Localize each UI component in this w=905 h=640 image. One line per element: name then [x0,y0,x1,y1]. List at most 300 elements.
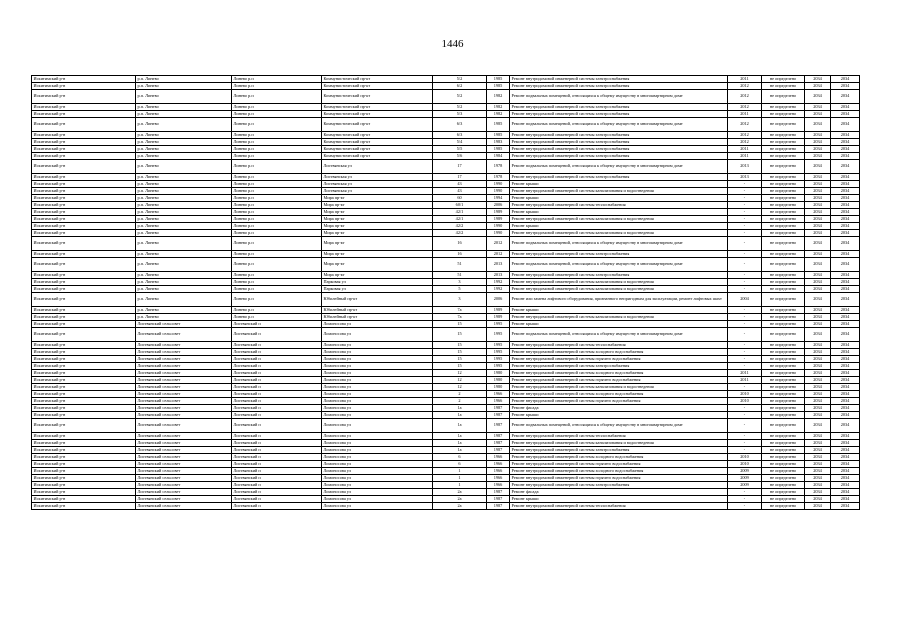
municipality-cell: р.п. Линево [136,314,232,321]
build-year-cell: 1995 [487,328,510,342]
last-repair-year-cell: - [728,349,762,356]
build-year-cell: 1989 [487,216,510,223]
municipality-cell: Листвянский сельсовет [136,461,232,468]
build-year-cell: 1982 [487,111,510,118]
work-type-cell: Ремонт внутридомовой инженерной системы канализования и водоотведения [510,230,728,237]
planned-period-cell: не определено [762,174,805,181]
last-repair-year-cell: - [728,440,762,447]
last-repair-year-cell: - [728,328,762,342]
settlement-cell: Линево р.п [232,314,322,321]
end-year-cell: 2034 [831,398,860,405]
work-type-cell: Ремонт внутридомовой инженерной системы горячего водоснабжения [510,398,728,405]
last-repair-year-cell: - [728,181,762,188]
work-type-cell: Ремонт внутридомовой инженерной системы теплоснабжения [510,503,728,510]
build-year-cell: 2012 [487,237,510,251]
end-year-cell: 2034 [831,314,860,321]
last-repair-year-cell: 2011 [728,76,762,83]
start-year-cell: 2034 [805,447,831,454]
work-type-cell: Ремонт подвальных помещений, относящихся к общему имуществу в многоквартирном доме [510,419,728,433]
street-cell: Ломоносова ул [322,398,433,405]
start-year-cell: 2034 [805,328,831,342]
settlement-cell: Листвянский п [232,349,322,356]
street-cell: Коммунистический пр-кт [322,83,433,90]
district-cell: Искитимский р-н [32,363,136,370]
last-repair-year-cell: - [728,202,762,209]
build-year-cell: 1985 [487,76,510,83]
table-row [32,286,860,293]
build-year-cell: 1989 [487,307,510,314]
last-repair-year-cell: - [728,342,762,349]
planned-period-cell: не определено [762,412,805,419]
house-number-cell: 5/5 [433,146,487,153]
table-row [32,139,860,146]
street-cell: Ломоносова ул [322,468,433,475]
district-cell: Искитимский р-н [32,377,136,384]
street-cell: Мира пр-кт [322,251,433,258]
work-type-cell: Ремонт внутридомовой инженерной системы канализования и водоотведения [510,188,728,195]
end-year-cell: 2034 [831,132,860,139]
end-year-cell: 2034 [831,377,860,384]
street-cell: Парковая ул [322,286,433,293]
street-cell: Мира пр-кт [322,237,433,251]
municipality-cell: р.п. Линево [136,279,232,286]
build-year-cell: 1987 [487,496,510,503]
street-cell: Ломоносова ул [322,342,433,349]
work-type-cell: Ремонт крыши [510,412,728,419]
street-cell: Коммунистический пр-кт [322,111,433,118]
end-year-cell: 2034 [831,195,860,202]
start-year-cell: 2034 [805,139,831,146]
planned-period-cell: не определено [762,314,805,321]
work-type-cell: Ремонт внутридомовой инженерной системы электроснабжения [510,363,728,370]
municipality-cell: Листвянский сельсовет [136,496,232,503]
municipality-cell: р.п. Линево [136,272,232,279]
end-year-cell: 2034 [831,363,860,370]
start-year-cell: 2034 [805,251,831,258]
planned-period-cell: не определено [762,349,805,356]
house-number-cell: 60 [433,195,487,202]
table-row [32,132,860,139]
planned-period-cell: не определено [762,272,805,279]
house-number-cell: 15 [433,321,487,328]
last-repair-year-cell: 2013 [728,160,762,174]
planned-period-cell: не определено [762,503,805,510]
start-year-cell: 2034 [805,412,831,419]
municipality-cell: Листвянский сельсовет [136,391,232,398]
planned-period-cell: не определено [762,293,805,307]
end-year-cell: 2034 [831,139,860,146]
house-number-cell: 5 [433,286,487,293]
street-cell: Ломоносова ул [322,412,433,419]
settlement-cell: Линево р.п [232,223,322,230]
house-number-cell: 43 [433,188,487,195]
work-type-cell: Ремонт крыши [510,195,728,202]
table-row [32,230,860,237]
end-year-cell: 2034 [831,104,860,111]
table-row [32,216,860,223]
end-year-cell: 2034 [831,461,860,468]
municipality-cell: р.п. Линево [136,209,232,216]
settlement-cell: Листвянский п [232,447,322,454]
district-cell: Искитимский р-н [32,160,136,174]
planned-period-cell: не определено [762,307,805,314]
last-repair-year-cell: 2012 [728,118,762,132]
planned-period-cell: не определено [762,216,805,223]
work-type-cell: Ремонт фасада [510,489,728,496]
build-year-cell: 1987 [487,433,510,440]
start-year-cell: 2034 [805,370,831,377]
municipality-cell: р.п. Линево [136,111,232,118]
district-cell: Искитимский р-н [32,433,136,440]
settlement-cell: Листвянский п [232,384,322,391]
build-year-cell: 2006 [487,202,510,209]
street-cell: Ломоносова ул [322,363,433,370]
build-year-cell: 1978 [487,160,510,174]
end-year-cell: 2034 [831,76,860,83]
work-type-cell: Ремонт крыши [510,181,728,188]
planned-period-cell: не определено [762,468,805,475]
house-number-cell: 12 [433,370,487,377]
start-year-cell: 2034 [805,293,831,307]
settlement-cell: Листвянский п [232,503,322,510]
planned-period-cell: не определено [762,279,805,286]
settlement-cell: Листвянский п [232,454,322,461]
last-repair-year-cell: - [728,223,762,230]
table-row [32,118,860,132]
work-type-cell: Ремонт фасада [510,405,728,412]
work-type-cell: Ремонт внутридомовой инженерной системы теплоснабжения [510,433,728,440]
planned-period-cell: не определено [762,146,805,153]
end-year-cell: 2034 [831,454,860,461]
planned-period-cell: не определено [762,104,805,111]
last-repair-year-cell: 2011 [728,146,762,153]
house-number-cell: 3 [433,279,487,286]
settlement-cell: Линево р.п [232,251,322,258]
table-row [32,181,860,188]
work-type-cell: Ремонт внутридомовой инженерной системы канализования и водоотведения [510,279,728,286]
municipality-cell: р.п. Линево [136,174,232,181]
build-year-cell: 1982 [487,104,510,111]
end-year-cell: 2034 [831,216,860,223]
build-year-cell: 1987 [487,405,510,412]
start-year-cell: 2034 [805,237,831,251]
end-year-cell: 2034 [831,482,860,489]
municipality-cell: р.п. Линево [136,118,232,132]
table-row [32,412,860,419]
municipality-cell: р.п. Линево [136,139,232,146]
planned-period-cell: не определено [762,440,805,447]
work-type-cell: Ремонт крыши [510,321,728,328]
work-type-cell: Ремонт крыши [510,496,728,503]
district-cell: Искитимский р-н [32,489,136,496]
start-year-cell: 2034 [805,314,831,321]
settlement-cell: Листвянский п [232,342,322,349]
street-cell: Коммунистический пр-кт [322,76,433,83]
municipality-cell: Листвянский сельсовет [136,398,232,405]
last-repair-year-cell: - [728,216,762,223]
street-cell: Ломоносова ул [322,405,433,412]
table-row [32,363,860,370]
end-year-cell: 2034 [831,468,860,475]
table-row [32,503,860,510]
house-number-cell: 17 [433,174,487,181]
work-type-cell: Ремонт внутридомовой инженерной системы теплоснабжения [510,202,728,209]
district-cell: Искитимский р-н [32,188,136,195]
table-row [32,146,860,153]
build-year-cell: 1987 [487,440,510,447]
start-year-cell: 2034 [805,195,831,202]
end-year-cell: 2034 [831,209,860,216]
work-type-cell: Ремонт внутридомовой инженерной системы горячего водоснабжения [510,377,728,384]
start-year-cell: 2034 [805,230,831,237]
work-type-cell: Ремонт внутридомовой инженерной системы холодного водоснабжения [510,468,728,475]
start-year-cell: 2034 [805,118,831,132]
work-type-cell: Ремонт подвальных помещений, относящихся к общему имуществу в многоквартирном доме [510,90,728,104]
house-number-cell: 3 [433,293,487,307]
district-cell: Искитимский р-н [32,195,136,202]
settlement-cell: Линево р.п [232,216,322,223]
settlement-cell: Листвянский п [232,461,322,468]
planned-period-cell: не определено [762,489,805,496]
page-number: 1446 [441,38,464,50]
start-year-cell: 2034 [805,174,831,181]
street-cell: Листвянская ул [322,181,433,188]
work-type-cell: Ремонт подвальных помещений, относящихся к общему имуществу в многоквартирном доме [510,328,728,342]
table-row [32,482,860,489]
house-number-cell: 6 [433,454,487,461]
settlement-cell: Линево р.п [232,146,322,153]
start-year-cell: 2034 [805,419,831,433]
build-year-cell: 1983 [487,139,510,146]
work-type-cell: Ремонт подвальных помещений, относящихся к общему имуществу в многоквартирном доме [510,118,728,132]
last-repair-year-cell: - [728,496,762,503]
end-year-cell: 2034 [831,391,860,398]
district-cell: Искитимский р-н [32,209,136,216]
planned-period-cell: не определено [762,342,805,349]
house-number-cell: 2а [433,489,487,496]
street-cell: Ломоносова ул [322,496,433,503]
planned-period-cell: не определено [762,181,805,188]
district-cell: Искитимский р-н [32,258,136,272]
table-row [32,321,860,328]
build-year-cell: 1985 [487,146,510,153]
settlement-cell: Листвянский п [232,412,322,419]
last-repair-year-cell: - [728,188,762,195]
street-cell: Ломоносова ул [322,349,433,356]
municipality-cell: р.п. Линево [136,104,232,111]
last-repair-year-cell: 2009 [728,468,762,475]
house-number-cell: 51 [433,258,487,272]
municipality-cell: р.п. Линево [136,83,232,90]
settlement-cell: Линево р.п [232,293,322,307]
build-year-cell: 1984 [487,153,510,160]
district-cell: Искитимский р-н [32,398,136,405]
work-type-cell: Ремонт внутридомовой инженерной системы электроснабжения [510,146,728,153]
municipality-cell: р.п. Линево [136,223,232,230]
planned-period-cell: не определено [762,160,805,174]
district-cell: Искитимский р-н [32,321,136,328]
municipality-cell: Листвянский сельсовет [136,377,232,384]
start-year-cell: 2034 [805,279,831,286]
build-year-cell: 2013 [487,272,510,279]
settlement-cell: Листвянский п [232,482,322,489]
last-repair-year-cell: - [728,195,762,202]
settlement-cell: Листвянский п [232,356,322,363]
house-number-cell: 51 [433,272,487,279]
house-number-cell: 5/6 [433,153,487,160]
table-row [32,258,860,272]
house-number-cell: 17 [433,160,487,174]
works-table [31,75,860,510]
last-repair-year-cell: - [728,384,762,391]
table-row [32,104,860,111]
end-year-cell: 2034 [831,293,860,307]
settlement-cell: Линево р.п [232,237,322,251]
last-repair-year-cell: 2012 [728,90,762,104]
house-number-cell: 2 [433,398,487,405]
work-type-cell: Ремонт внутридомовой инженерной системы электроснабжения [510,482,728,489]
district-cell: Искитимский р-н [32,279,136,286]
house-number-cell: 16 [433,251,487,258]
last-repair-year-cell: 2009 [728,482,762,489]
planned-period-cell: не определено [762,251,805,258]
build-year-cell: 1990 [487,223,510,230]
build-year-cell: 1985 [487,83,510,90]
end-year-cell: 2034 [831,111,860,118]
district-cell: Искитимский р-н [32,146,136,153]
last-repair-year-cell: - [728,279,762,286]
end-year-cell: 2034 [831,328,860,342]
settlement-cell: Листвянский п [232,433,322,440]
work-type-cell: Ремонт или замена лифтового оборудования, признанного непригодным для эксплуатации, ремонт лифтовых шахт [510,293,728,307]
table-row [32,223,860,230]
start-year-cell: 2034 [805,342,831,349]
table-row [32,328,860,342]
end-year-cell: 2034 [831,174,860,181]
last-repair-year-cell: - [728,209,762,216]
municipality-cell: р.п. Линево [136,195,232,202]
end-year-cell: 2034 [831,230,860,237]
last-repair-year-cell: - [728,286,762,293]
end-year-cell: 2034 [831,307,860,314]
end-year-cell: 2034 [831,503,860,510]
district-cell: Искитимский р-н [32,90,136,104]
house-number-cell: 7а [433,307,487,314]
last-repair-year-cell: - [728,419,762,433]
district-cell: Искитимский р-н [32,412,136,419]
street-cell: Юбилейный пр-кт [322,293,433,307]
start-year-cell: 2034 [805,398,831,405]
build-year-cell: 1990 [487,188,510,195]
build-year-cell: 1966 [487,391,510,398]
settlement-cell: Линево р.п [232,209,322,216]
house-number-cell: 1а [433,440,487,447]
start-year-cell: 2034 [805,216,831,223]
settlement-cell: Линево р.п [232,181,322,188]
district-cell: Искитимский р-н [32,482,136,489]
municipality-cell: р.п. Линево [136,181,232,188]
work-type-cell: Ремонт внутридомовой инженерной системы холодного водоснабжения [510,349,728,356]
start-year-cell: 2034 [805,377,831,384]
planned-period-cell: не определено [762,391,805,398]
work-type-cell: Ремонт внутридомовой инженерной системы горячего водоснабжения [510,356,728,363]
end-year-cell: 2034 [831,412,860,419]
work-type-cell: Ремонт крыши [510,209,728,216]
planned-period-cell: не определено [762,433,805,440]
table-row [32,489,860,496]
start-year-cell: 2034 [805,90,831,104]
house-number-cell: 42/2 [433,230,487,237]
settlement-cell: Листвянский п [232,496,322,503]
planned-period-cell: не определено [762,139,805,146]
municipality-cell: Листвянский сельсовет [136,412,232,419]
house-number-cell: 5/2 [433,90,487,104]
settlement-cell: Листвянский п [232,370,322,377]
start-year-cell: 2034 [805,153,831,160]
municipality-cell: Листвянский сельсовет [136,489,232,496]
table-row [32,307,860,314]
work-type-cell: Ремонт внутридомовой инженерной системы электроснабжения [510,447,728,454]
end-year-cell: 2034 [831,440,860,447]
house-number-cell: 6/3 [433,132,487,139]
municipality-cell: Листвянский сельсовет [136,328,232,342]
build-year-cell: 1987 [487,503,510,510]
last-repair-year-cell: - [728,433,762,440]
table-row [32,111,860,118]
street-cell: Юбилейный пр-кт [322,307,433,314]
house-number-cell: 2а [433,496,487,503]
municipality-cell: Листвянский сельсовет [136,419,232,433]
house-number-cell: 6/2 [433,83,487,90]
start-year-cell: 2034 [805,363,831,370]
start-year-cell: 2034 [805,83,831,90]
house-number-cell: 60/1 [433,202,487,209]
build-year-cell: 1980 [487,384,510,391]
start-year-cell: 2034 [805,496,831,503]
work-type-cell: Ремонт подвальных помещений, относящихся к общему имуществу в многоквартирном доме [510,237,728,251]
house-number-cell: 1а [433,419,487,433]
table-row [32,76,860,83]
last-repair-year-cell: 2012 [728,132,762,139]
settlement-cell: Листвянский п [232,321,322,328]
planned-period-cell: не определено [762,90,805,104]
street-cell: Ломоносова ул [322,475,433,482]
end-year-cell: 2034 [831,321,860,328]
last-repair-year-cell: - [728,251,762,258]
settlement-cell: Линево р.п [232,174,322,181]
end-year-cell: 2034 [831,489,860,496]
last-repair-year-cell: 2012 [728,83,762,90]
municipality-cell: Листвянский сельсовет [136,454,232,461]
table-row [32,349,860,356]
end-year-cell: 2034 [831,384,860,391]
planned-period-cell: не определено [762,188,805,195]
street-cell: Листвянская ул [322,160,433,174]
planned-period-cell: не определено [762,237,805,251]
start-year-cell: 2034 [805,76,831,83]
build-year-cell: 1966 [487,461,510,468]
municipality-cell: р.п. Линево [136,160,232,174]
planned-period-cell: не определено [762,132,805,139]
planned-period-cell: не определено [762,419,805,433]
street-cell: Ломоносова ул [322,433,433,440]
district-cell: Искитимский р-н [32,104,136,111]
street-cell: Мира пр-кт [322,230,433,237]
house-number-cell: 1а [433,412,487,419]
start-year-cell: 2034 [805,209,831,216]
table-row [32,314,860,321]
build-year-cell: 1985 [487,118,510,132]
